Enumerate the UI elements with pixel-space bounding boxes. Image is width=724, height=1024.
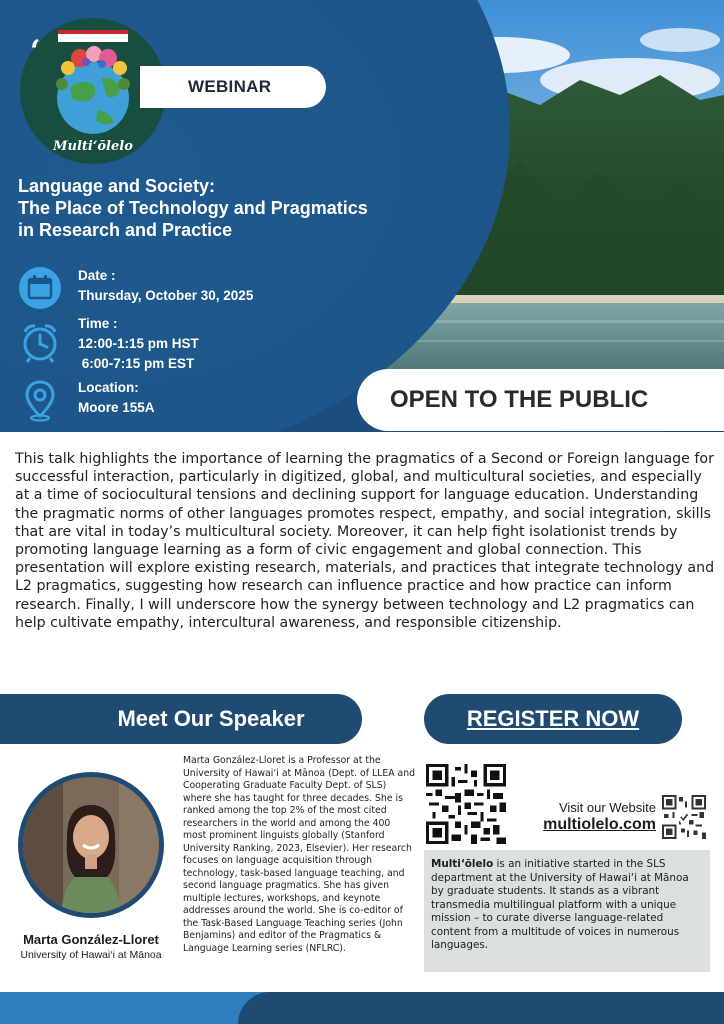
title-line-1: Language and Society: xyxy=(18,176,216,196)
speaker-name: Marta González-Lloret xyxy=(23,932,159,947)
location-value: Moore 155A xyxy=(78,400,155,415)
open-to-public-banner xyxy=(357,369,724,431)
webinar-label: WEBINAR xyxy=(188,77,272,96)
location-pin-icon xyxy=(18,378,62,422)
about-multiolelo-box xyxy=(424,850,710,972)
title-line-3: in Research and Practice xyxy=(18,220,233,240)
location-info xyxy=(18,378,358,422)
register-now-label[interactable]: REGISTER NOW xyxy=(466,706,640,731)
portrait-illustration xyxy=(23,777,159,913)
talk-description: This talk highlights the importance of learning the pragmatics of a Second or Foreign language for successful interaction, particularly in digitized, global, and multicultural societies, and especially at a time of sociocultural tensions and declining support for language education. Understanding the pragmatic norms of other languages promotes respect, empathy, and social integration, skills that are vital in today’s multicultural society. Moreover, it can help fight isolationist trends by promoting language learning as a form of civic engagement and global connection. This presentation will explore existing research, materials, and practices that integrate technology and L2 pragmatics, suggesting how research can influence practice and how practice can inform research. Finally, I will underscore how the synergy between technology and L2 pragmatics can help cultivate empathy, intercultural awareness, and responsible citizenship. xyxy=(15,451,715,631)
meet-speaker-header xyxy=(0,694,362,744)
website-qr-code[interactable] xyxy=(662,795,706,839)
about-text: is an initiative started in the SLS department at the University of Hawai‘i at Mānoa by graduate students. It stands as a vibrant transmedia multilingual platform with a unique mission – to curate diverse language-related content from a multitude of voices in numerous languages. xyxy=(431,858,689,951)
logo-wordmark: Multi‘ōlelo xyxy=(53,139,133,154)
quote-mark-icon: ‘ xyxy=(30,34,41,69)
date-text xyxy=(78,266,253,306)
speaker-affiliation: University of Hawai‘i at Mānoa xyxy=(20,949,162,961)
hero-banner xyxy=(0,0,724,432)
footer-band-accent xyxy=(238,992,724,1024)
time-text xyxy=(78,314,199,374)
open-to-public-label: OPEN TO THE PUBLIC xyxy=(390,386,649,413)
webinar-badge xyxy=(140,66,326,108)
alarm-clock-icon xyxy=(18,320,62,364)
title-line-2: The Place of Technology and Pragmatics xyxy=(18,198,368,218)
about-name: Multi‘ōlelo xyxy=(431,858,494,870)
location-text xyxy=(78,378,155,418)
website-link[interactable]: multiolelo.com xyxy=(543,816,656,833)
date-label: Date : xyxy=(78,268,116,283)
location-label: Location: xyxy=(78,380,139,395)
calendar-icon xyxy=(18,266,62,310)
speaker-bio: Marta González-Lloret is a Professor at the University of Hawai‘i at Mānoa (Dept. of LLEA and Cooperating Graduate Faculty Dept. of SLS) where she has taught for three decades. She is ranked among the top 2% of the most cited researchers in the world and among the 400 most prominent linguists globally (Stanford University Ranking, 2023, Elsevier). Her research focuses on language acquisition through technology, task-based language teaching, and second language pragmatics. She has given multiple lectures, workshops, and keynote addresses around the world. She is co-editor of the Task-Based Language Teaching series (John Benjamins) and editor of the Pragmatics & Language Learning series (NFLRC). xyxy=(183,755,415,954)
speaker-portrait xyxy=(23,777,159,913)
time-value-est: 6:00-7:15 pm EST xyxy=(78,356,195,371)
speaker-photo xyxy=(18,772,164,918)
date-value: Thursday, October 30, 2025 xyxy=(78,288,254,303)
meet-speaker-title: Meet Our Speaker xyxy=(117,706,305,731)
date-info xyxy=(18,266,358,310)
event-title xyxy=(18,175,458,241)
visit-website-label: Visit our Website xyxy=(558,800,656,815)
time-label: Time : xyxy=(78,316,118,331)
time-info xyxy=(18,314,358,374)
register-now-button[interactable] xyxy=(424,694,682,744)
time-value-hst: 12:00-1:15 pm HST xyxy=(78,336,199,351)
register-qr-code[interactable] xyxy=(426,764,506,844)
